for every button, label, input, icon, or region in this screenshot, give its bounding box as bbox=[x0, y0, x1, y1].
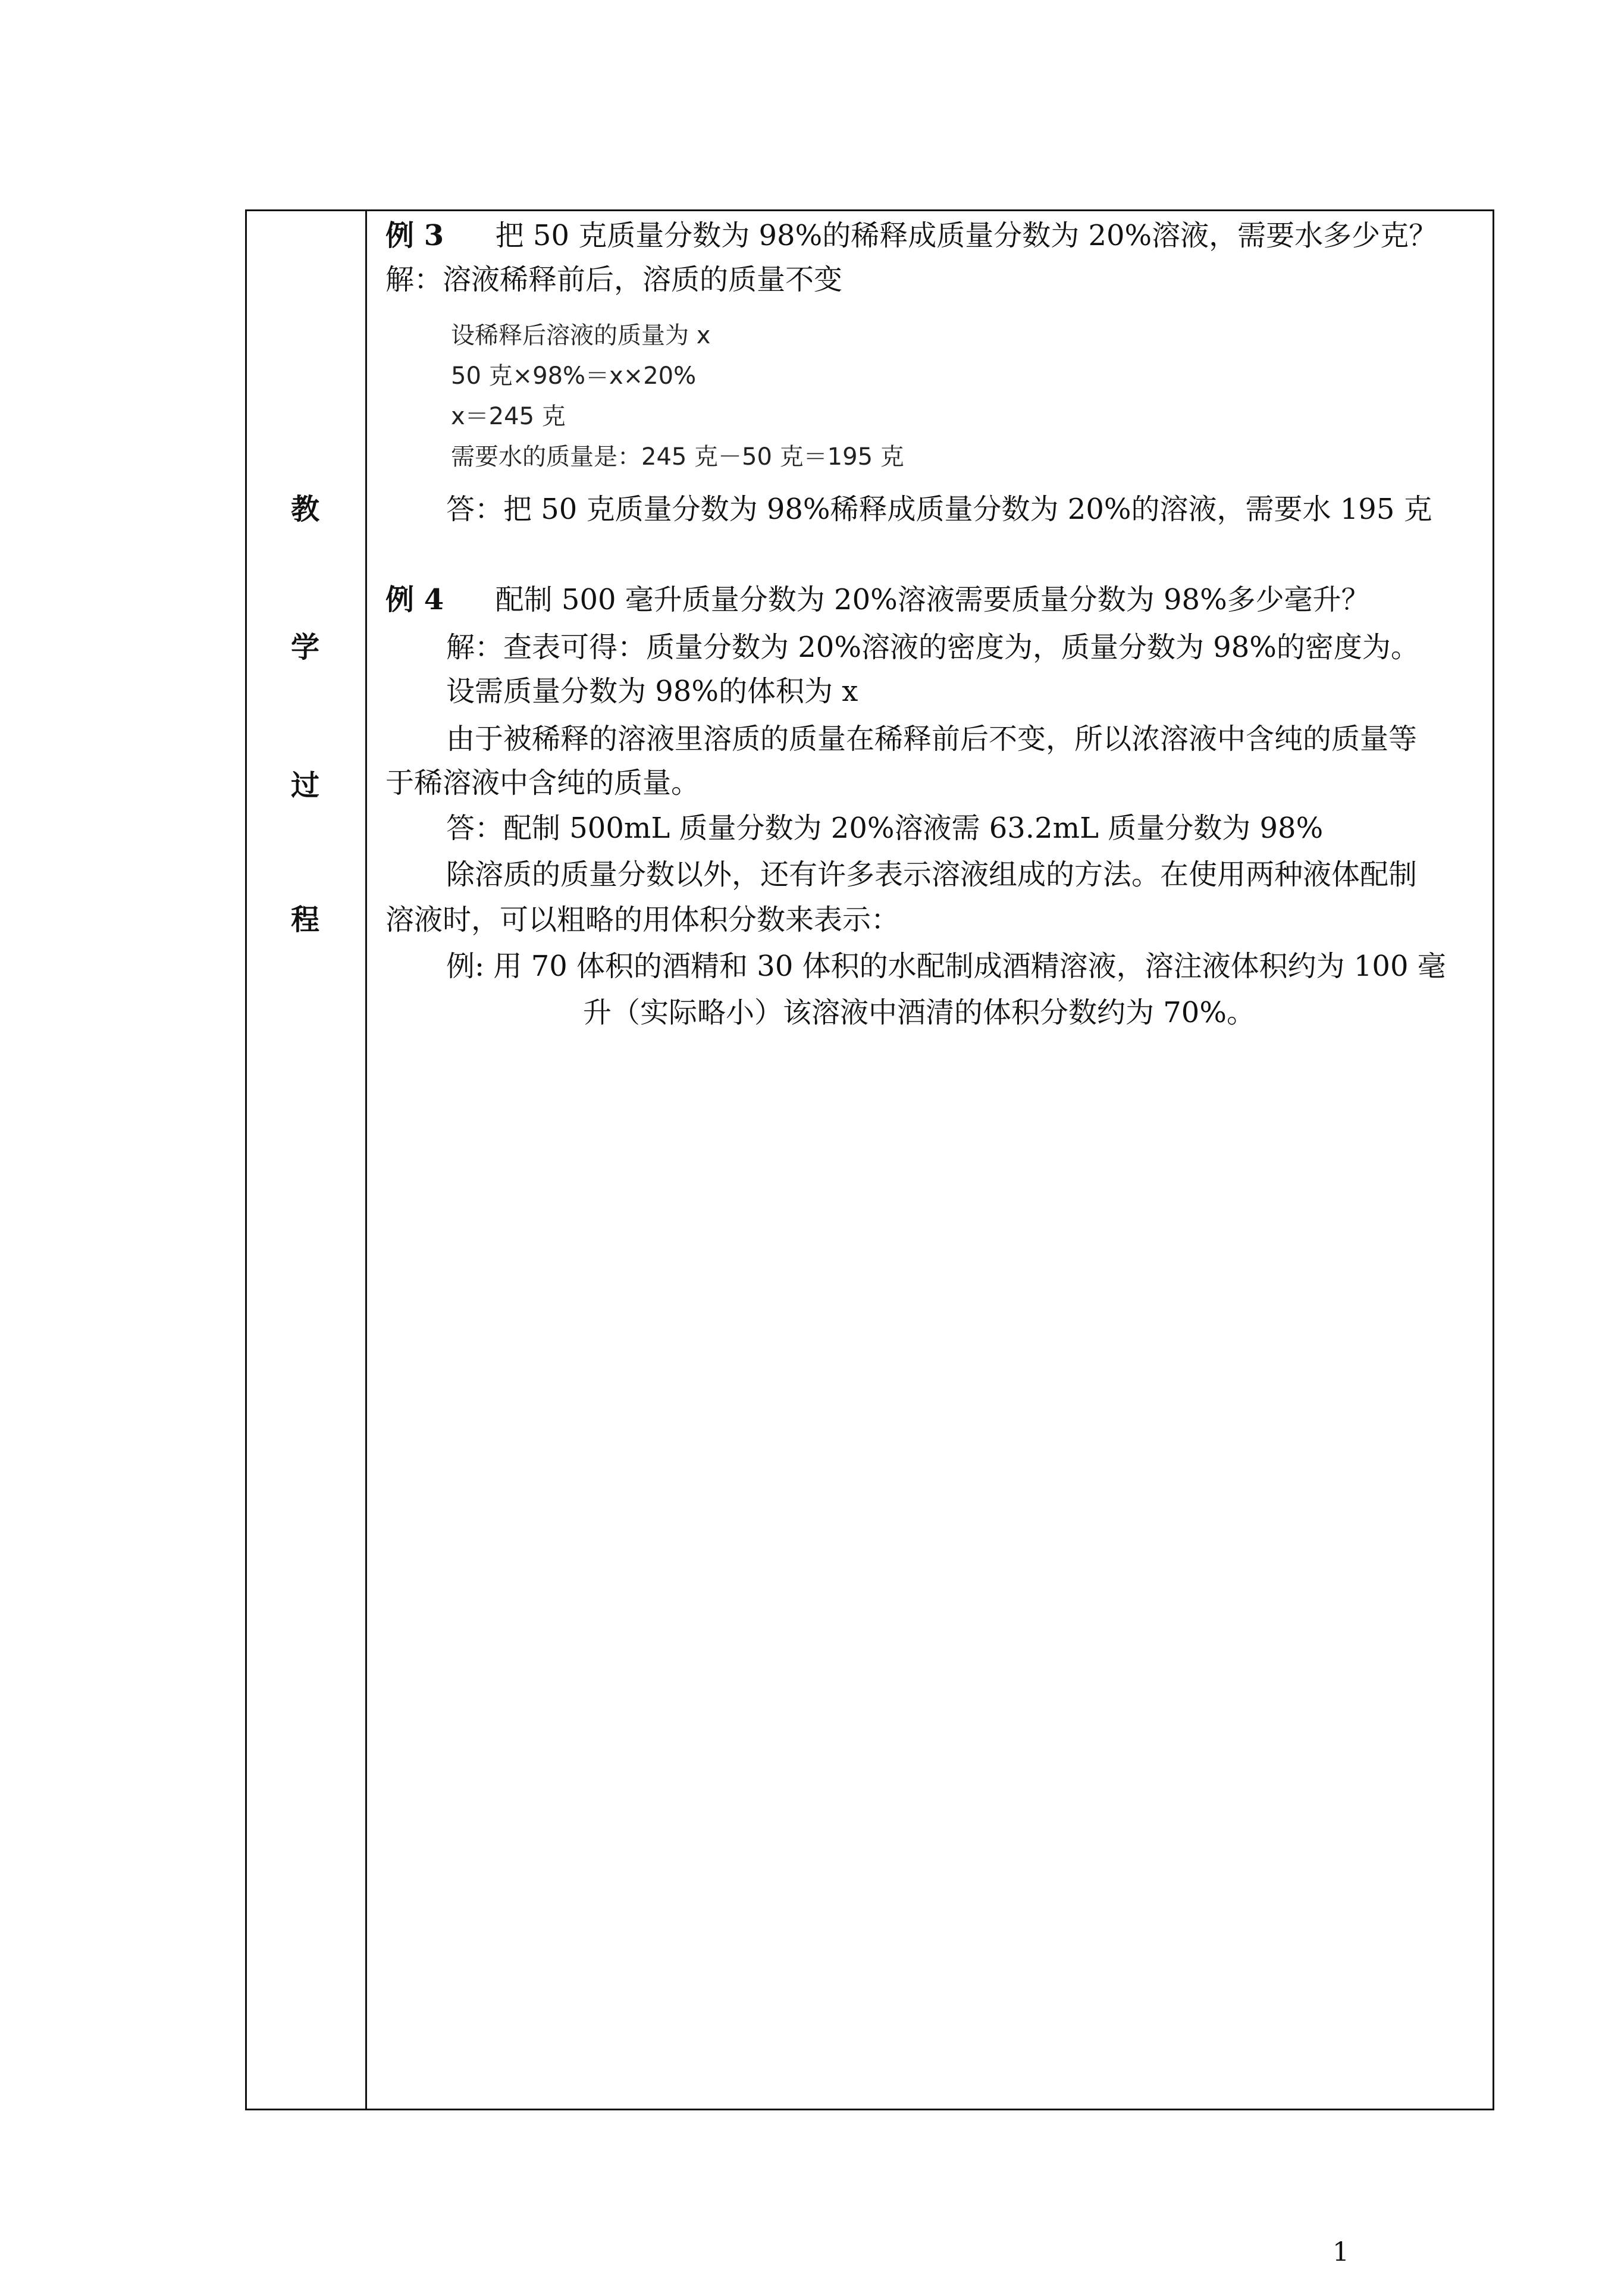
side-label-char: 过 bbox=[290, 769, 319, 802]
example4-label: 例 4 bbox=[385, 583, 444, 616]
example4-line: 溶液时，可以粗略的用体积分数来表示： bbox=[385, 903, 900, 936]
example4-line: 解：查表可得：质量分数为 20%溶液的密度为，质量分数为 98%的密度为。 bbox=[446, 631, 1419, 664]
example3-label: 例 3 bbox=[385, 219, 444, 252]
calc-line: 需要水的质量是：245 克－50 克＝195 克 bbox=[451, 443, 904, 471]
example4-line: 于稀溶液中含纯的质量。 bbox=[385, 766, 700, 800]
example4-line: 由于被稀释的溶液里溶质的质量在稀释前后不变，所以浓溶液中含纯的质量等 bbox=[446, 722, 1418, 756]
example4-line: 例: 用 70 体积的酒精和 30 体积的水配制成酒精溶液，溶注液体积约为 100 毫 bbox=[446, 950, 1446, 983]
example4-line: 答：配制 500mL 质量分数为 20%溶液需 63.2mL 质量分数为 98% bbox=[446, 812, 1324, 845]
side-label-char: 程 bbox=[290, 903, 319, 936]
example4-line: 除溶质的质量分数以外，还有许多表示溶液组成的方法。在使用两种液体配制 bbox=[446, 858, 1418, 891]
example4-question: 配制 500 毫升质量分数为 20%溶液需要质量分数为 98%多少毫升？ bbox=[495, 583, 1370, 616]
example4-line: 设需质量分数为 98%的体积为 x bbox=[446, 675, 858, 708]
page-number: 1 bbox=[1332, 2237, 1349, 2267]
calc-line: 设稀释后溶液的质量为 x bbox=[451, 322, 711, 349]
side-label-char: 学 bbox=[290, 631, 319, 664]
calc-line: 50 克×98%＝x×20% bbox=[451, 362, 697, 390]
example3-solution-intro: 解：溶液稀释前后，溶质的质量不变 bbox=[385, 263, 843, 296]
example3-question: 把 50 克质量分数为 98%的稀释成质量分数为 20%溶液，需要水多少克？ bbox=[495, 219, 1438, 252]
side-label-char: 教 bbox=[290, 493, 319, 526]
example4-line: 升（实际略小）该溶液中酒清的体积分数约为 70%。 bbox=[583, 996, 1255, 1029]
column-divider bbox=[365, 209, 367, 2110]
calc-line: x＝245 克 bbox=[451, 403, 566, 430]
example3-heading bbox=[385, 218, 1437, 253]
example3-answer: 答：把 50 克质量分数为 98%稀释成质量分数为 20%的溶液，需要水 195 克 bbox=[446, 493, 1432, 526]
example4-heading bbox=[385, 582, 1370, 618]
